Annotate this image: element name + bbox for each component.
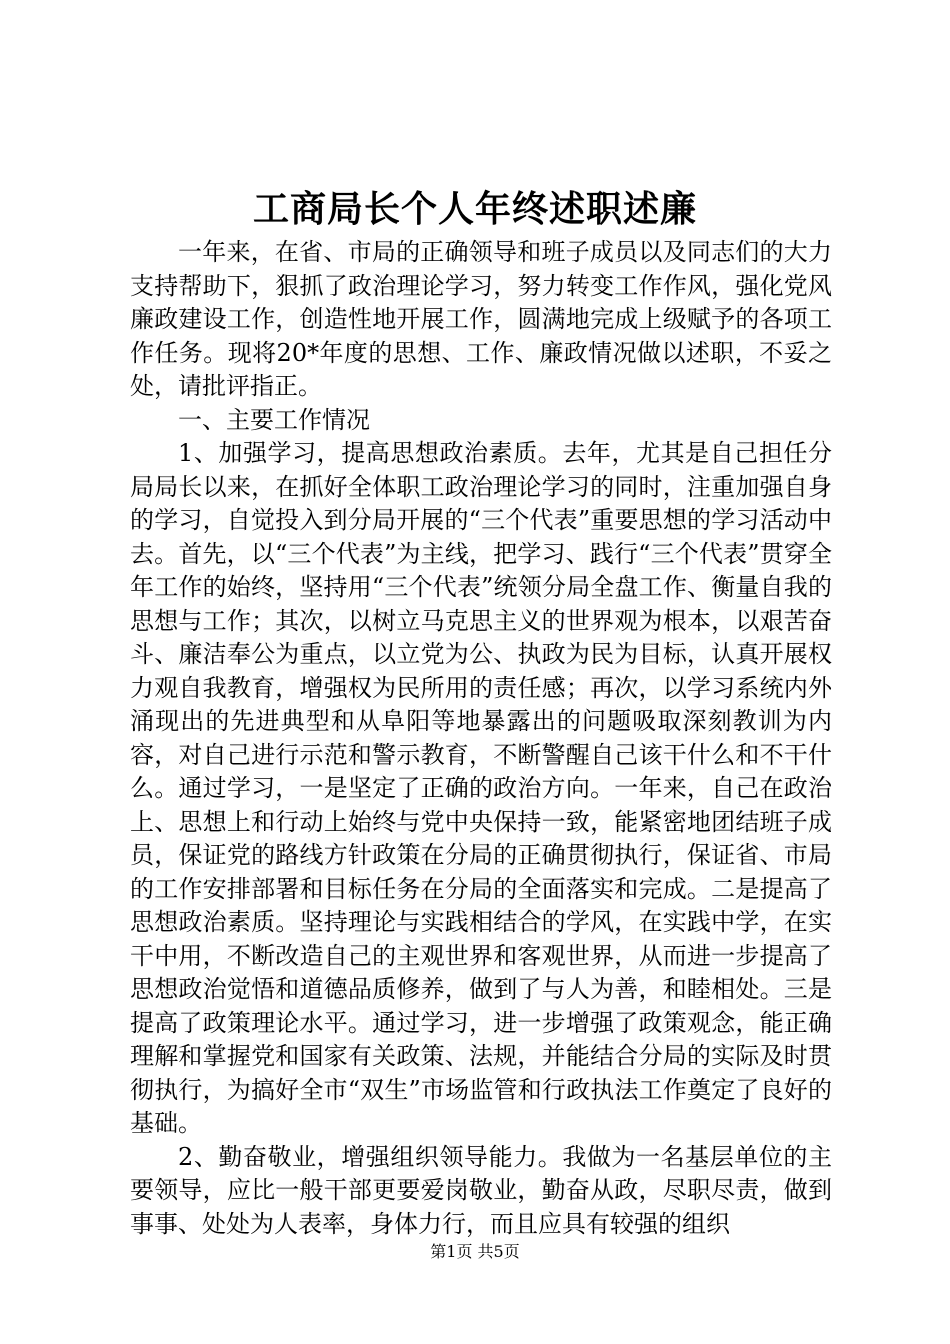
section-heading-main-work: 一、主要工作情况 [178,405,370,434]
paragraph-dedication: 2、勤奋敬业，增强组织领导能力。我做为一名基层单位的主要领导，应比一般干部更要爱岗敬业，勤奋从政，尽职尽责，做到事事、处处为人表率，身体力行，而且应具有较强的组织 [130,1142,832,1238]
document-body [130,236,832,1241]
paragraph-study: 1、加强学习，提高思想政治素质。去年，尤其是自己担任分局局长以来，在抓好全体职工政治理论学习的同时，注重加强自身的学习，自觉投入到分局开展的“三个代表”重要思想的学习活动中去。首先，以“三个代表”为主线，把学习、践行“三个代表”贯穿全年工作的始终，坚持用“三个代表”统领分局全盘工作、衡量自我的思想与工作；其次，以树立马克思主义的世界观为根本，以艰苦奋斗、廉洁奉公为重点，以立党为公、执政为民为目标，认真开展权力观自我教育，增强权为民所用的责任感；再次，以学习系统内外涌现出的先进典型和从阜阳等地暴露出的问题吸取深刻教训为内容，对自己进行示范和警示教育，不断警醒自己该干什么和不干什么。通过学习，一是坚定了正确的政治方向。一年来，自己在政治上、思想上和行动上始终与党中央保持一致，能紧密地团结班子成员，保证党的路线方针政策在分局的正确贯彻执行，保证省、市局的工作安排部署和目标任务在分局的全面落实和完成。二是提高了思想政治素质。坚持理论与实践相结合的学风，在实践中学，在实干中用，不断改造自己的主观世界和客观世界，从而进一步提高了思想政治觉悟和道德品质修养，做到了与人为善，和睦相处。三是提高了政策理论水平。通过学习，进一步增强了政策观念，能正确理解和掌握党和国家有关政策、法规，并能结合分局的实际及时贯彻执行，为搞好全市“双生”市场监管和行政执法工作奠定了良好的基础。 [130,439,832,1137]
document-title: 工商局长个人年终述职述廉 [252,188,697,230]
paragraph-intro: 一年来，在省、市局的正确领导和班子成员以及同志们的大力支持帮助下，狠抓了政治理论学习，努力转变工作作风，强化党风廉政建设工作，创造性地开展工作，圆满地完成上级赋予的各项工作任务。现将20*年度的思想、工作、廉政情况做以述职，不妥之处，请批评指正。 [130,238,832,400]
page-number-footer: 第1页 共5页 [430,1242,520,1261]
